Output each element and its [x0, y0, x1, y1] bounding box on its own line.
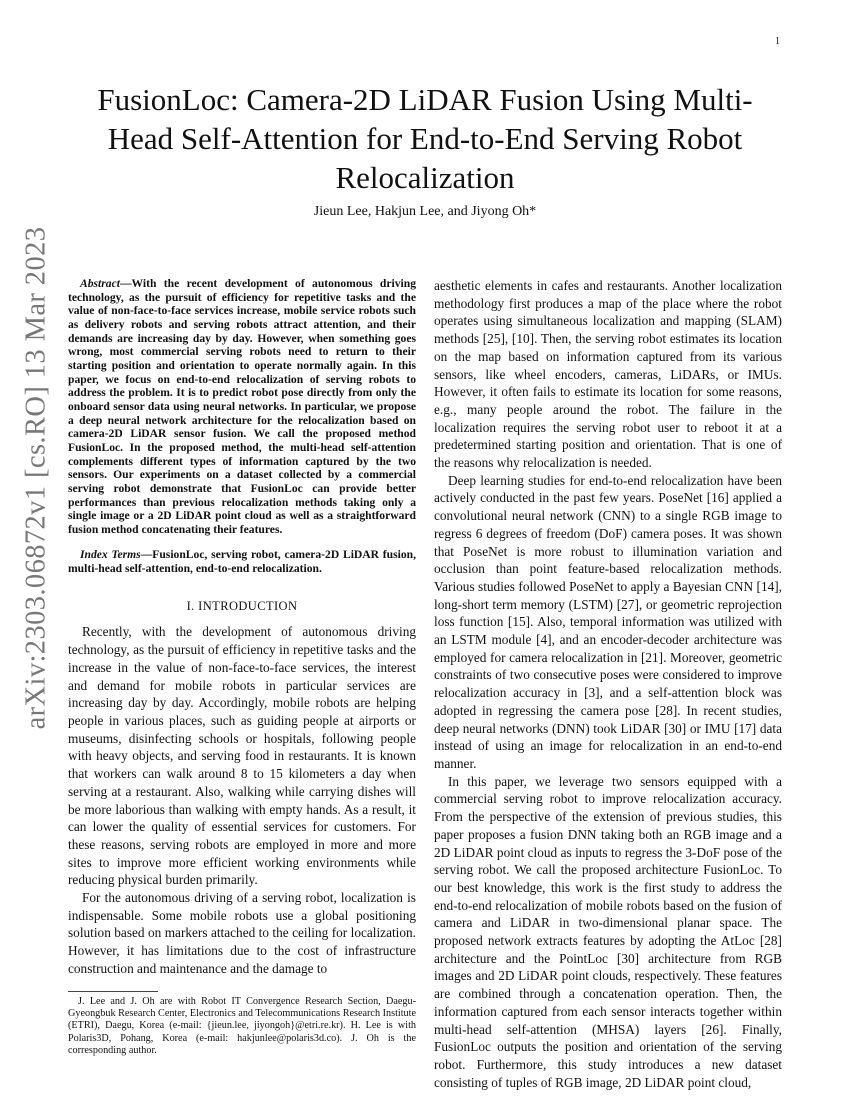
- paper-title: FusionLoc: Camera-2D LiDAR Fusion Using Multi-Head Self-Attention for End-to-End Serving Robot Relocalization: [97, 82, 753, 195]
- right-column: [434, 277, 782, 1091]
- section-heading-introduction: I. INTRODUCTION: [186, 598, 298, 613]
- index-terms: [68, 548, 416, 575]
- abstract: [68, 277, 416, 536]
- intro-paragraph: For the autonomous driving of a serving robot, localization is indispensable. Some mobile robots use a global positioning solution based on markers attached to the ceiling for localization. However, it has limitations due to the cost of infrastructure construction and maintenance and the damage to: [68, 890, 416, 976]
- index-terms-label: Index Terms: [80, 548, 141, 562]
- intro-paragraph: In this paper, we leverage two sensors equipped with a commercial serving robot to improve relocalization accuracy. From the perspective of the extension of previous studies, this paper proposes a fusion DNN taking both an RGB image and a 2D LiDAR point cloud as inputs to regress the 3-DoF pose of the serving robot. We call the proposed architecture FusionLoc. To our best knowledge, this work is the first study to address the end-to-end relocalization of mobile robots based on the fusion of camera and LiDAR in two-dimensional planar space. The proposed network extracts features by adopting the AtLoc [28] architecture and the PointLoc [30] architecture from RGB images and 2D LiDAR point clouds, respectively. These features are combined through a concatenation operation. Then, the information captured from each sensor interacts together within multi-head self-attention (MHSA) layers [26]. Finally, FusionLoc outputs the position and orientation of the serving robot. Furthermore, this study introduces a new dataset consisting of tuples of RGB image, 2D LiDAR point cloud,: [434, 773, 782, 1090]
- intro-paragraph: Recently, with the development of autonomous driving technology, as the pursuit of efficiency in repetitive tasks and the increase in the value of non-face-to-face services, the interest and demand for mobile robots in particular services are increasing day by day. Accordingly, mobile robots are helping people in various places, such as guiding people at airports or museums, disinfecting schools or hospitals, following people with heavy objects, and serving food in restaurants. It is known that workers can walk around 8 to 15 kilometers a day when serving at a restaurant. Also, walking while carrying dishes will be more laborious than walking with empty hands. As a result, it can lower the quality of essential services for customers. For these reasons, serving robots are employed in more and more sites to improve more efficient working environments while reducing physical burden primarily.: [68, 624, 416, 888]
- index-terms-text: —FusionLoc, serving robot, camera-2D LiDAR fusion, multi-head self-attention, end-to-end relocalization.: [68, 548, 416, 576]
- arxiv-identifier-text: arXiv:2303.06872v1 [cs.RO] 13 Mar 2023: [20, 226, 51, 730]
- abstract-label: Abstract: [80, 277, 120, 290]
- intro-paragraph: aesthetic elements in cafes and restaurants. Another localization methodology first produces a map of the place where the robot operates using simultaneous localization and mapping (SLAM) methods [25], [10]. Then, the serving robot estimates its location on the map based on information captured from its various sensors, like wheel encoders, cameras, LiDARs, or IMUs. However, it often fails to estimate its location for some reasons, e.g., many people around the robot. The failure in the localization requires the serving robot user to reboot it at a predetermined starting position and orientation. That is one of the reasons why relocalization is needed.: [434, 278, 782, 471]
- intro-paragraph: Deep learning studies for end-to-end relocalization have been actively conducted in the past few years. PoseNet [16] applied a convolutional neural network (CNN) to a single RGB image to regress 6 degrees of freedom (DoF) camera poses. It was shown that PoseNet is more robust to illumination variation and occlusion than point feature-based relocalization methods. Various studies followed PoseNet to apply a Bayesian CNN [14], long-short term memory (LSTM) [27], or geometric reprojection loss function [15]. Also, temporal information was utilized with an LSTM module [4], and an encoder-decoder architecture was employed for camera relocalization in [21]. Moreover, geometric constraints of two consecutive poses were considered to improve relocalization accuracy in [3], and a self-attention block was adopted in regressing the camera pose [28]. In recent studies, deep neural networks (DNN) took LiDAR [30] or IMU [17] data instead of using an image for relocalization in an end-to-end manner.: [434, 472, 782, 771]
- left-column: [68, 277, 416, 1058]
- page-number: 1: [775, 36, 780, 47]
- arxiv-identifier-stamp: [2, 226, 70, 730]
- abstract-text: —With the recent development of autonomous driving technology, as the pursuit of efficiency for repetitive tasks and the value of non-face-to-face services increase, mobile service robots such as delivery robots and serving robots attract attention, and their demands are increasing day by day. However, when something goes wrong, most commercial serving robots need to return to their starting position and orientation to operate normally again. In this paper, we focus on end-to-end relocalization of serving robots to address the problem. It is to predict robot pose directly from only the onboard sensor data using neural networks. In particular, we propose a deep neural network architecture for the relocalization based on camera-2D LiDAR sensor fusion. We call the proposed method FusionLoc. In the proposed method, the multi-head self-attention complements different types of information captured by the two sensors. Our experiments on a dataset collected by a commercial serving robot demonstrate that FusionLoc can provide better performances than previous relocalization methods taking only a single image or a 2D LiDAR point cloud as well as a straightforward fusion method concatenating their features.: [68, 277, 416, 536]
- author-list: Jieun Lee, Hakjun Lee, and Jiyong Oh*: [313, 204, 537, 219]
- footnote-divider: [68, 991, 158, 992]
- author-affiliation-footnote: J. Lee and J. Oh are with Robot IT Convergence Research Section, Daegu-Gyeongbuk Research Center, Electronics and Telecommunications Research Institute (ETRI), Daegu, Korea (e-mail: {jieun.lee, jiyongoh}@etri.re.kr). H. Lee is with Polaris3D, Pohang, Korea (e-mail: hakjunlee@polaris3d.co). J. Oh is the corresponding author.: [68, 995, 416, 1057]
